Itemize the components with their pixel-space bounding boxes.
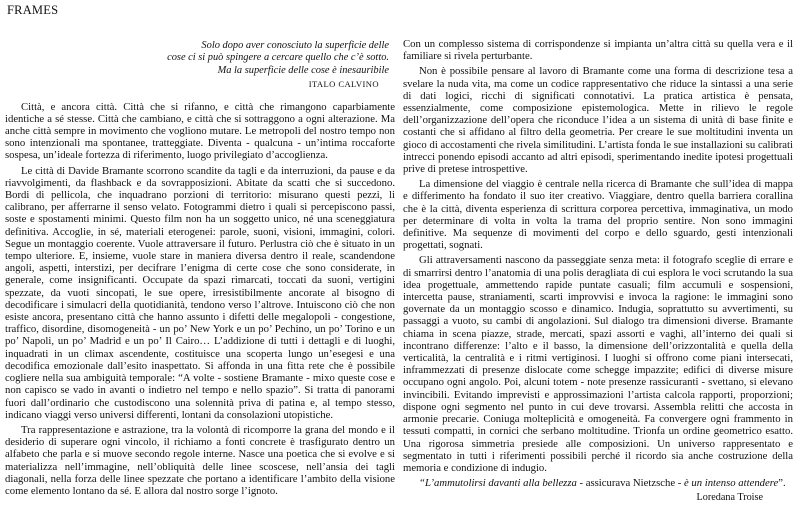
epigraph-author: ITALO CALVINO xyxy=(308,79,379,90)
right-column xyxy=(403,38,793,508)
closing-quote xyxy=(403,477,793,489)
body-paragraph: Con un complesso sistema di corrispondenze si impianta un’altra città su quella vera e il familiare si rivela perturbante. xyxy=(403,38,793,63)
quote-italic-start: “L’ammutolirsi davanti alla bellezza xyxy=(419,477,577,490)
body-paragraph: Tra rappresentazione e astrazione, tra la volontà di ricomporre la grana del mondo e il desiderio di superare ogni vincolo, il richiamo a fonti concrete è trasfigurato dentro un alfabeto che parla e si muove secondo regole interne. Nasce una poetica che si evolve e si materializza nell’immagine, nell’obliquità delle linee scoscese, nell’ansia dei tagli diagonali, nella forza delle linee spezzate che portano a identificare l’ambito della visione come elemento lontano da sé. E allora dal nostro sorge l’ignoto. xyxy=(5,423,395,497)
epigraph-line: Solo dopo aver conosciuto la superficie delle xyxy=(201,40,389,51)
body-paragraph: Città, e ancora città. Città che si rifanno, e città che rimangono caparbiamente identiche a sé stesse. Città che cambiano, e città che si sottraggono a ogni alterazione. Ma anche città sempre in movimento che vogliono mutare. Le metropoli del nostro tempo non sono intenzionali ma spontanee, tratteggiate. Diventa - qualcuna - un’intima roccaforte sospesa, un’ideale fortezza di riferimento, luogo privilegiato d’accoglienza. xyxy=(5,100,395,162)
body-paragraph: Le città di Davide Bramante scorrono scandite da tagli e da interruzioni, da pause e da riavvolgimenti, da flashback e da sovrapposizioni. Abitate da scatti che si succedono. Bordi di pellicola, che inquadrano porzioni di territorio: misurano questi pezzi, li calibrano, per afferrarne il senso velato. Fotogrammi dietro i quali si percepiscono passi, soste e spostamenti minimi. Questo film non ha un soggetto unico, né una sceneggiatura definitiva. Accoglie, in sé, materiali eterogenei: parole, suoni, visioni, immagini, colori. Segue un montaggio coerente. Vuole attraversare il futuro. Perlustra ciò che è situato in un tempo ulteriore. E, insieme, vuole stare in maniera diversa dentro il reale, scandendone angoli, aspetti, interstizi, per decifrare l’enigma di certe cose che sono considerate, in generale, come insignificanti. Occupate da spazi rimarcati, toccati da suoni, vertigini spezzate, da vuoti sincopati, le sue opere, irresistibilmente ancorate al bisogno di decodificare i simulacri della quotidianità, tendono verso l’altrove. Intuiscono ciò che non esiste ancora, presentano città che hanno assunto i difetti delle megalopoli - congestione, traffico, disordine, disomogeneità - un po’ New York e un po’ Pechino, un po’ Torino e un po’ Napoli, un po’ Madrid e un po’ Il Cairo… L’addizione di tutti i dettagli e di luoghi, inquadrati in un climax ascendente, costituisce una scoperta lungo un’esegesi e una decodifica emozionale dall’esito inaspettato. Si affonda in una fitta rete che è possibile cogliere nella sua ambiguità temporale: “A volte - sostiene Bramante - mixo queste cose e non capisco se vado in avanti o indietro nel tempo e nello spazio”. Si tratta di panorami fuori dall’ordinario che custodiscono una solennità priva di patina e, al tempo stesso, indicano viaggi verso universi differenti, lontani da consolazioni utopistiche. xyxy=(5,164,395,421)
body-paragraph: Non è possibile pensare al lavoro di Bramante come una forma di descrizione tesa a svelare la nuda vita, ma come un codice rappresentativo che riduce la sintassi a una serie di dati logici, ricchi di significati connotativi. La pratica artistica è pensata, essenzialmente, come composizione epistemologica. Mette in rilievo le regole dell’organizzazione dell’opera che riconduce l’idea a un sistema di unità di base finite e costanti che si affidano al filtro della geometria. Per creare le sue moltitudini inventa un gioco di accostamenti che rivela similitudini. L’artista fonda le sue installazioni su calibrati intrecci ponendo episodi accanto ad altri episodi, sperimentando inedite ipotesi progettuali prive di pretese introspettive. xyxy=(403,65,793,176)
author-signature: Loredana Troise xyxy=(696,492,763,504)
epigraph-line: cose ci si può spingere a cercare quello che c’è sotto. xyxy=(167,52,389,64)
quote-italic-end: è un intenso attendere xyxy=(683,477,779,490)
quote-close: ”. xyxy=(778,477,786,490)
section-header: FRAMES xyxy=(7,3,59,17)
body-paragraph: La dimensione del viaggio è centrale nella ricerca di Bramante che sull’idea di mappa e differimento ha fondato il suo iter creativo. Viaggiare, dentro quella barriera corallina che è la città, diventa esperienza di scrittura corporea percettiva, immaginativa, un modo per determinare di volta in volta la trama del proprio sentire. Non sono immagini definitive. Ma sequenze di movimenti del corpo e dello sguardo, gesti intenzionali progettati, sognati. xyxy=(403,178,793,252)
body-paragraph: Gli attraversamenti nascono da passeggiate senza meta: il fotografo sceglie di errare e di smarrirsi dentro l’anatomia di una polis deragliata di cui esplora le voci scrutando la sua idea progettuale, ammettendo rapide puntate casuali; film accumuli e sospensioni, intercetta pause, straniamenti, scarti improvvisi e invoca la ragione: le immagini sono governate da un montaggio scosso e dinamico. Indugia, soprattutto su avvertimenti, su passaggi a vuoto, su cambi di angolazioni. Sul dialogo tra dimensioni diverse. Bramante chiama in scena piazze, strade, mercati, spazi assorti e vaghi, all’interno dei quali si incontrano differenze: l’alto e il basso, la dimensione dell’orizzontalità e quella della verticalità, la centralità e i ritmi vertiginosi. I luoghi si offrono come piani intersecati, inframmezzati di presenze dislocate come schegge impazzite; edifici di diverse misure occupano ogni angolo. Poi, alcuni totem - note presenze rassicuranti - svettano, si elevano invincibili. Evitando imprevisti e approssimazioni l’artista calcola rapporti, proporzioni; dispone ogni segmento nel punto in cui deve trovarsi. Assembla relitti che accosta in armonie precarie. Coniuga molteplicità e omogeneità. Fa convergere ogni frammento in tessuti compatti, in cornici che serbano moltitudine. Trionfa un ordine geometrico esatto. Una rigorosa simmetria presiede alle composizioni. Un universo rappresentato e segmentato in tutti i riferimenti possibili perché il ricordo sia anche costruzione della memoria e condizione di indugio. xyxy=(403,254,793,474)
epigraph xyxy=(125,40,389,91)
quote-attribution: - assicurava Nietzsche - xyxy=(576,477,684,490)
epigraph-line: Ma la superficie delle cose è inesauribile xyxy=(217,64,389,76)
left-column xyxy=(5,40,395,500)
